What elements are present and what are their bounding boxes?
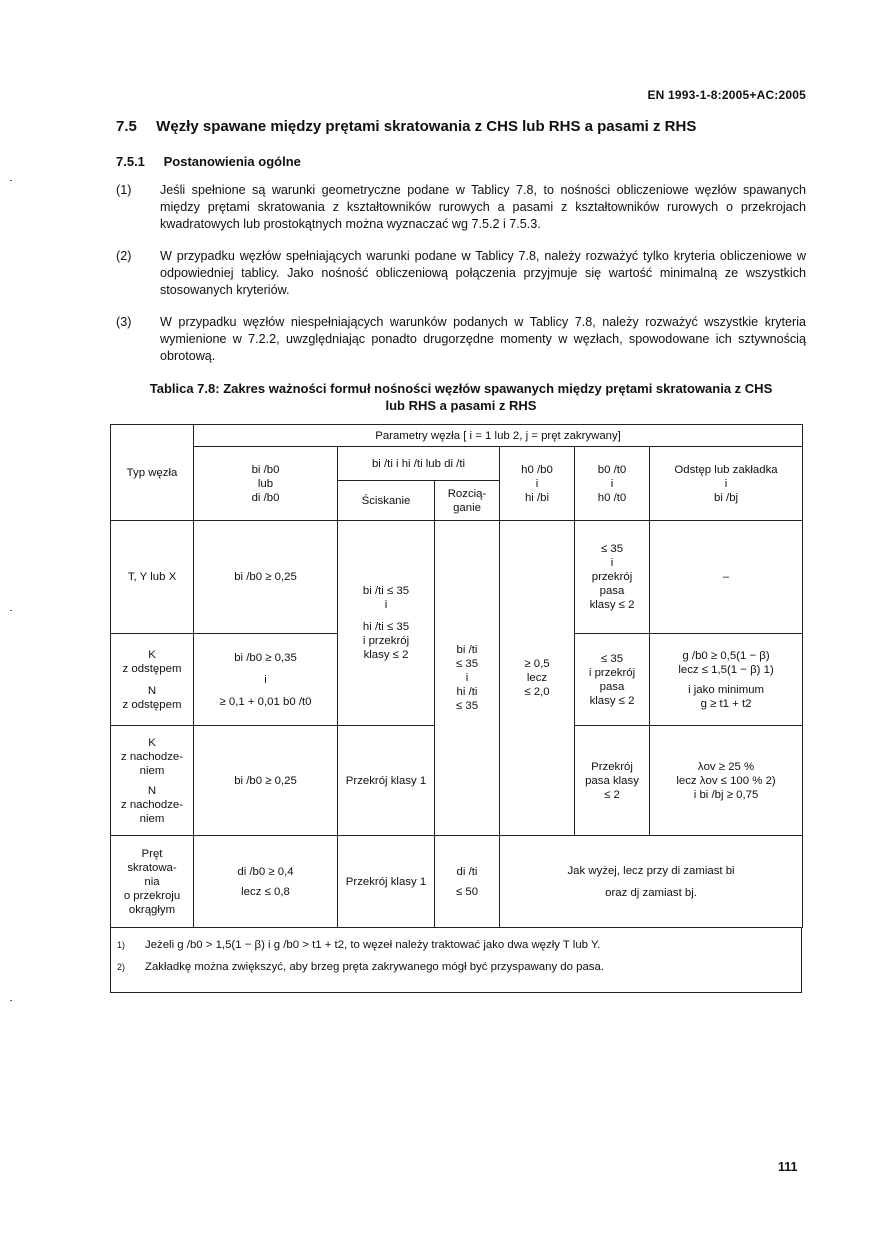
subsection-number: 7.5.1	[116, 154, 145, 169]
margin-mark	[10, 180, 12, 181]
cell-line: i	[465, 672, 469, 684]
section-heading	[116, 118, 816, 135]
cell-line: ≤ 35	[455, 658, 479, 670]
cell-line: di /b0	[251, 491, 280, 504]
r123-h0-b0	[500, 521, 575, 836]
paragraph-number: (2)	[116, 249, 132, 263]
cell-line: Odstęp lub zakładka	[674, 463, 778, 476]
r3-b0-t0	[575, 726, 650, 836]
header-row-1	[111, 425, 803, 447]
r2-bi-b0	[194, 634, 338, 726]
cell-line: Jak wyżej, lecz przy di zamiast bi	[567, 864, 735, 877]
subsection-title: Postanowienia ogólne	[163, 154, 301, 169]
header-parameters: Parametry węzła [ i = 1 lub 2, j = pręt zakrywany]	[194, 425, 803, 447]
footnote-text: Jeżeli g /b0 > 1,5(1 − β) i g /b0 > t1 + t2, to węzeł należy traktować jako dwa węzły T lub Y.	[145, 939, 601, 951]
cell-line: i jako minimum	[688, 683, 765, 696]
footnote-mark: 1)	[117, 940, 126, 950]
r2-gap	[650, 634, 803, 726]
cell-line: o przekroju	[123, 889, 181, 902]
document-code: EN 1993-1-8:2005+AC:2005	[647, 88, 806, 102]
paragraph-text: Jeśli spełnione są warunki geometryczne podane w Tablicy 7.8, to nośności obliczeniowe węzłów spawanych między prętami skratowania z kształtowników rurowych a pasami z kształtowników rurowych o przekrojach kwadratowych lub prostokątnych można wyznaczać wg 7.5.2 i 7.5.3.	[160, 183, 806, 231]
header-tension	[435, 481, 500, 521]
cell-line: i	[264, 673, 267, 686]
section-title: Węzły spawane między prętami skratowania z CHS lub RHS a pasami z RHS	[156, 118, 697, 135]
paragraph-text: W przypadku węzłów niespełniających warunków podanych w Tablicy 7.8, należy rozważyć wszystkie kryteria wymienione w 7.2.2, uwzględniając ponadto drugorzędne momenty w węzłach, spowodowane ich sztywnością obrotową.	[160, 315, 806, 363]
type-circular-brace	[111, 836, 194, 928]
header-joint-type: Typ węzła	[111, 425, 194, 521]
r3-compression: Przekrój klasy 1	[338, 726, 435, 836]
cell-line: hi /ti ≤ 35	[362, 621, 410, 633]
header-row-2	[111, 447, 803, 481]
margin-mark	[10, 610, 12, 611]
cell-line: N	[147, 784, 157, 797]
r1-bi-b0: bi /b0 ≥ 0,25	[194, 521, 338, 634]
r1-gap: –	[650, 521, 803, 634]
r3-bi-b0: bi /b0 ≥ 0,25	[194, 726, 338, 836]
cell-line: bi /bj	[714, 491, 739, 504]
footnote-text: Zakładkę można zwiększyć, aby brzeg pręta zakrywanego mógł być przyspawany do pasa.	[145, 961, 605, 973]
cell-line: i	[535, 477, 539, 490]
r4-compression: Przekrój klasy 1	[338, 836, 435, 928]
cell-line: g /b0 ≥ 0,5(1 − β)	[682, 649, 770, 662]
table-title-line-2: lub RHS a pasami z RHS	[385, 398, 537, 413]
cell-line: z nachodze-	[120, 750, 184, 763]
cell-line: di /b0 ≥ 0,4	[237, 865, 294, 878]
cell-line: hi /ti	[456, 686, 478, 698]
cell-line: di /ti	[456, 865, 478, 878]
cell-line: i	[384, 599, 388, 611]
cell-line: nia	[144, 875, 160, 888]
cell-line: N	[147, 684, 157, 697]
table-title	[116, 380, 806, 414]
cell-line: i przekrój	[588, 666, 636, 679]
r123-tension	[435, 521, 500, 836]
r4-as-above	[500, 836, 803, 928]
cell-line: ≤ 2,0	[524, 686, 550, 698]
cell-line: ≤ 2	[604, 788, 620, 801]
cell-line: Przekrój	[591, 760, 633, 773]
paragraph-number: (3)	[116, 315, 132, 329]
footnote-mark: 2)	[117, 962, 126, 972]
r1-b0-t0	[575, 521, 650, 634]
cell-line: hi /bi	[524, 491, 550, 504]
cell-line: oraz dj zamiast bj.	[605, 886, 697, 899]
cell-line: pasa	[599, 680, 625, 693]
page-number: 111	[778, 1160, 798, 1174]
r3-overlap	[650, 726, 803, 836]
cell-line: niem	[139, 812, 165, 825]
cell-line: z odstępem	[122, 698, 182, 711]
row-circular-brace	[111, 836, 803, 928]
type-k-n-gap	[111, 634, 194, 726]
cell-line: lub	[257, 477, 274, 490]
paragraph-1	[116, 182, 806, 233]
cell-line: Rozcią-	[447, 487, 487, 500]
cell-line: klasy ≤ 2	[363, 649, 409, 661]
cell-line: klasy ≤ 2	[589, 599, 635, 611]
cell-line: ≤ 35	[455, 700, 479, 712]
footnote-2	[111, 960, 801, 974]
paragraph-text: W przypadku węzłów spełniających warunki podane w Tablicy 7.8, należy rozważyć tylko kryteria obliczeniowe w odpowiedniej tablicy. Jako nośność obliczeniową połączenia przyjmuje się wartość minimalną ze wszystkich stosowanych kryteriów.	[160, 249, 806, 297]
cell-line: ≤ 35	[600, 652, 624, 665]
cell-line: i przekrój	[362, 635, 410, 647]
cell-line: K	[148, 736, 156, 749]
cell-line: bi /b0	[251, 463, 280, 476]
table-7-8	[110, 424, 802, 993]
r12-compression	[338, 521, 435, 726]
header-gap-overlap	[650, 447, 803, 521]
cell-line: b0 /t0	[597, 463, 627, 476]
header-compression: Ściskanie	[338, 481, 435, 521]
table-footnotes	[110, 928, 802, 993]
cell-line: niem	[139, 764, 165, 777]
paragraph-3	[116, 314, 806, 365]
type-k-n-overlap	[111, 726, 194, 836]
cell-line: ≤ 50	[455, 885, 479, 898]
cell-line: pasa klasy	[585, 774, 639, 787]
cell-line: ≥ 0,5	[524, 658, 550, 670]
cell-line: lecz λov ≤ 100 % 2)	[676, 774, 776, 787]
margin-mark	[10, 1000, 12, 1001]
cell-line: ganie	[453, 501, 481, 514]
cell-line: lecz ≤ 1,5(1 − β) 1)	[678, 663, 774, 676]
footnote-1	[111, 938, 801, 952]
type-t-y-x: T, Y lub X	[111, 521, 194, 634]
cell-line: bi /ti	[456, 644, 478, 656]
section-number: 7.5	[116, 118, 137, 135]
header-h0-b0	[500, 447, 575, 521]
subsection-heading	[116, 154, 301, 169]
row-t-y-x	[111, 521, 803, 634]
cell-line: z nachodze-	[120, 798, 184, 811]
r4-tension	[435, 836, 500, 928]
cell-line: λov ≥ 25 %	[697, 760, 755, 773]
cell-line: i bi /bj ≥ 0,75	[693, 788, 759, 801]
header-slenderness: bi /ti i hi /ti lub di /ti	[338, 447, 500, 481]
header-b0-t0	[575, 447, 650, 521]
cell-line: i	[610, 477, 614, 490]
cell-line: bi /b0 ≥ 0,35	[234, 651, 297, 664]
cell-line: skratowa-	[127, 861, 177, 874]
cell-line: g ≥ t1 + t2	[700, 697, 752, 710]
table-title-line-1: Tablica 7.8: Zakres ważności formuł nośności węzłów spawanych między prętami skratowania z CHS	[149, 381, 773, 396]
cell-line: przekrój	[591, 571, 633, 583]
paragraph-2	[116, 248, 806, 299]
cell-line: i	[610, 557, 614, 569]
cell-line: lecz	[526, 672, 548, 684]
cell-line: ≤ 35	[600, 543, 624, 555]
cell-line: K	[148, 648, 156, 661]
cell-line: h0 /b0	[521, 463, 553, 476]
cell-line: klasy ≤ 2	[589, 694, 635, 707]
validity-table	[110, 424, 803, 928]
cell-line: bi /ti ≤ 35	[362, 585, 410, 597]
r2-b0-t0	[575, 634, 650, 726]
cell-line: okrągłym	[128, 903, 176, 916]
header-bi-b0	[194, 447, 338, 521]
cell-line: i	[724, 477, 728, 490]
cell-line: h0 /t0	[597, 491, 627, 504]
r4-di-b0	[194, 836, 338, 928]
cell-line: lecz ≤ 0,8	[241, 885, 290, 898]
cell-line: z odstępem	[122, 662, 182, 675]
cell-line: ≥ 0,1 + 0,01 b0 /t0	[219, 695, 312, 708]
cell-line: pasa	[599, 585, 625, 597]
cell-line: Pręt	[141, 847, 163, 860]
paragraph-number: (1)	[116, 183, 132, 197]
